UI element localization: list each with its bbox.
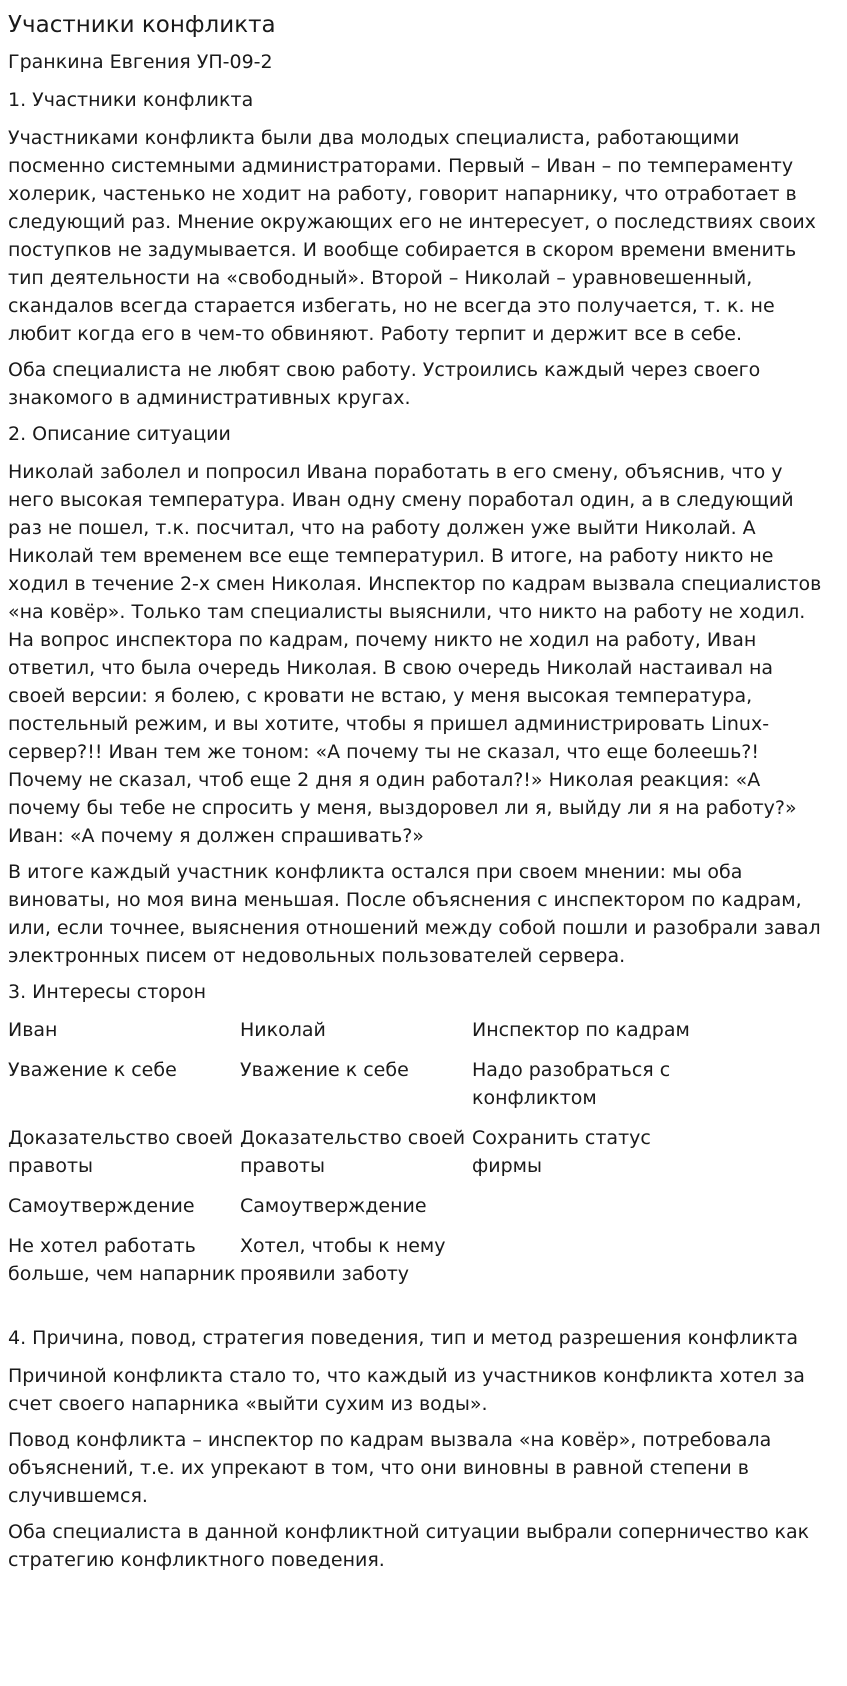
section-4-paragraph: Оба специалиста в данной конфликтной ситуации выбрали соперничество как стратегию конфликтного поведения. — [8, 1521, 810, 1571]
table-cell: Инспектор по кадрам — [472, 1019, 690, 1041]
section-3-heading: 3. Интересы сторон — [8, 981, 207, 1003]
table-row — [8, 1056, 704, 1124]
section-1-paragraph: Участниками конфликта были два молодых специалиста, работающими посменно системными администраторами. Первый – Иван – по темпераменту холерик, частенько не ходит на работу, говорит напарнику, что отработает в следующий раз. Мнение окружающих его не интересует, о последствиях своих поступков не задумывается. И вообще собирается в скором времени вменить тип деятельности на «свободный». Второй – Николай – уравновешенный, скандалов всегда старается избегать, но не всегда это получается, т. к. не любит когда его в чем-то обвиняют. Работу терпит и держит все в себе. — [8, 127, 816, 345]
table-cell: Самоутверждение — [8, 1195, 195, 1217]
author-line: Гранкина Евгения УП-09-2 — [8, 51, 273, 73]
table-cell: Хотел, чтобы к нему проявили заботу — [240, 1235, 446, 1285]
table-row — [8, 1016, 704, 1056]
interests-table — [8, 1016, 704, 1300]
table-cell: Надо разобраться с конфликтом — [472, 1059, 671, 1109]
spacer — [8, 1300, 823, 1324]
table-cell: Доказательство своей правоты — [240, 1127, 466, 1177]
section-2-heading: 2. Описание ситуации — [8, 423, 231, 445]
section-1-heading: 1. Участники конфликта — [8, 89, 254, 111]
table-cell — [472, 1232, 704, 1300]
table-cell: Иван — [8, 1019, 58, 1041]
section-2-paragraph: Николай заболел и попросил Ивана поработать в его смену, объяснив, что у него высокая температура. Иван одну смену поработал один, а в следующий раз не пошел, т.к. посчитал, что на работу должен уже выйти Николай. А Николай тем временем все еще температурил. В итоге, на работу никто не ходил в течение 2-х смен Николая. Инспектор по кадрам вызвала специалистов «на ковёр». Только там специалисты выяснили, что никто на работу не ходил. На вопрос инспектора по кадрам, почему никто не ходил на работу, Иван ответил, что была очередь Николая. В свою очередь Николай настаивал на своей версии: я болею, с кровати не встаю, у меня высокая температура, постельный режим, и вы хотите, чтобы я пришел администрировать Linux-сервер?!! Иван тем же тоном: «А почему ты не сказал, что еще болеешь?! Почему не сказал, чтоб еще 2 дня я один работал?!» Николая реакция: «А почему бы тебе не спросить у меня, выздоровел ли я, выйду ли я на работу?» Иван: «А почему я должен спрашивать?» — [8, 461, 822, 847]
table-cell: Самоутверждение — [240, 1195, 427, 1217]
table-row — [8, 1124, 704, 1192]
table-cell: Не хотел работать больше, чем напарник — [8, 1235, 236, 1285]
table-row — [8, 1232, 704, 1300]
table-cell: Сохранить статус фирмы — [472, 1127, 651, 1177]
section-2-paragraph: В итоге каждый участник конфликта остался при своем мнении: мы оба виноваты, но моя вина меньшая. После объяснения с инспектором по кадрам, или, если точнее, выяснения отношений между собой пошли и разобрали завал электронных писем от недовольных пользователей сервера. — [8, 861, 821, 967]
table-cell — [472, 1192, 704, 1232]
table-row — [8, 1192, 704, 1232]
table-cell: Уважение к себе — [8, 1059, 177, 1081]
table-cell: Уважение к себе — [240, 1059, 409, 1081]
section-1-paragraph: Оба специалиста не любят свою работу. Устроились каждый через своего знакомого в административных кругах. — [8, 359, 761, 409]
section-4-paragraph: Повод конфликта – инспектор по кадрам вызвала «на ковёр», потребовала объяснений, т.е. их упрекают в том, что они виновны в равной степени в случившемся. — [8, 1429, 772, 1507]
section-4-heading: 4. Причина, повод, стратегия поведения, тип и метод разрешения конфликта — [8, 1327, 798, 1349]
document-title: Участники конфликта — [8, 12, 276, 38]
table-cell: Николай — [240, 1019, 326, 1041]
table-cell: Доказательство своей правоты — [8, 1127, 234, 1177]
section-4-paragraph: Причиной конфликта стало то, что каждый из участников конфликта хотел за счет своего напарника «выйти сухим из воды». — [8, 1365, 805, 1415]
